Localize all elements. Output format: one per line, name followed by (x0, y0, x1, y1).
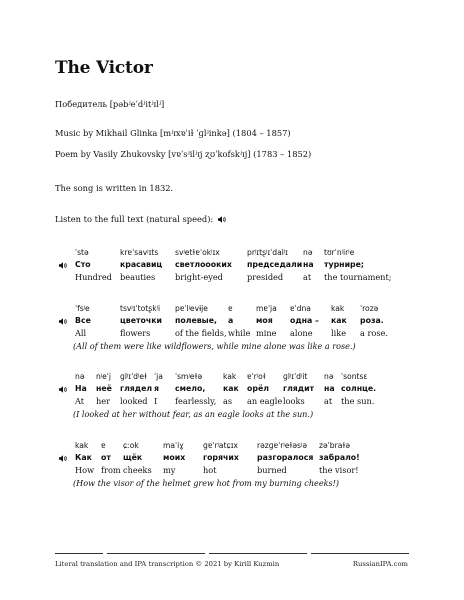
ipa-word: kak (331, 304, 345, 313)
english-word: at (324, 396, 333, 406)
footer-divider (107, 553, 205, 554)
ipa-word: rəzɡɐˈrʲeɫəsʲə (257, 441, 307, 450)
english-word: an eagle (247, 396, 283, 406)
ipa-word: kak (75, 441, 89, 450)
english-word: fearlessly, (175, 396, 217, 406)
russian-word: глядит (283, 384, 315, 393)
english-word: like (331, 328, 347, 338)
english-word: bright-eyed (175, 272, 223, 282)
song-title: The Victor (55, 58, 153, 78)
ipa-word: krɐˈsavʲɪts (120, 248, 159, 257)
ipa-word: tʊrˈnʲirʲe (324, 248, 355, 257)
ipa-row (57, 248, 437, 260)
poem-credit: Poem by Vasily Zhukovsky [vɐˈsʲilʲɪj ʐʊˈkofskʲɪj] (1783 – 1852) (55, 149, 312, 159)
english-word: at (303, 272, 312, 282)
ipa-word: nʲeˈj (96, 372, 112, 381)
translation-line: (How the visor of the helmet grew hot from my burning cheeks!) (73, 478, 340, 488)
footer-copyright: Literal translation and IPA transcription © 2021 by Kirill Kuzmin (55, 560, 280, 568)
english-row (57, 396, 437, 408)
ipa-word: ˈfsʲe (75, 304, 90, 313)
russian-word: щёк (123, 453, 143, 462)
ipa-word: nə (303, 248, 313, 257)
music-credit: Music by Mikhail Glinka [mʲɪxɐˈiɫ ˈɡlʲinkə] (1804 – 1857) (55, 128, 291, 138)
russian-word: председали (247, 260, 303, 269)
ipa-word: nə (324, 372, 334, 381)
russian-row (57, 316, 437, 328)
ipa-word: ɡɐˈrʲatɕɪx (203, 441, 239, 450)
english-word: looked (120, 396, 148, 406)
russian-title-line: Победитель [pəbʲeˈdʲitʲɪlʲ] (55, 99, 165, 109)
english-word: beauties (120, 272, 156, 282)
english-word: the visor! (319, 465, 359, 475)
speaker-icon[interactable] (59, 455, 67, 462)
translation-line: (All of them were like wildflowers, while mine alone was like a rose.) (73, 341, 356, 351)
ipa-word: ˈstə (75, 248, 89, 257)
listen-label: Listen to the full text (natural speed): (55, 214, 214, 224)
russian-word: орёл (247, 384, 269, 393)
russian-word: от (101, 453, 111, 462)
russian-word: моих (163, 453, 186, 462)
stanza-2 (57, 304, 437, 351)
english-word: while (228, 328, 251, 338)
ipa-word: ɕːok (123, 441, 139, 450)
ipa-word: kak (223, 372, 237, 381)
russian-word: как (223, 384, 239, 393)
footer-site-link[interactable]: RussianIPA.com (352, 560, 408, 568)
english-word: from (101, 465, 121, 475)
english-row (57, 272, 437, 284)
russian-word: забрало! (319, 453, 360, 462)
ipa-word: mɐˈja (256, 304, 277, 313)
english-word: All (75, 328, 87, 338)
ipa-word: ɐ (228, 304, 233, 313)
russian-word: а (228, 316, 234, 325)
russian-word: я (154, 384, 160, 393)
russian-word: Сто (75, 260, 91, 269)
speaker-icon[interactable] (218, 216, 226, 223)
listen-line (55, 214, 226, 224)
ipa-word: zəˈbraɫə (319, 441, 351, 450)
english-word: At (75, 396, 85, 406)
speaker-icon[interactable] (59, 318, 67, 325)
ipa-row (57, 304, 437, 316)
speaker-icon[interactable] (59, 262, 67, 269)
english-word: I (154, 396, 158, 406)
ipa-word: ɐ (101, 441, 106, 450)
footer-divider (311, 553, 409, 554)
ipa-word: ɐˈrʲoɫ (247, 372, 266, 381)
ipa-row (57, 372, 437, 384)
russian-word: Все (75, 316, 91, 325)
stanza-3 (57, 372, 437, 419)
speaker-icon[interactable] (59, 386, 67, 393)
russian-word: светлоооких (175, 260, 232, 269)
russian-word: турнире; (324, 260, 365, 269)
english-word: presided (247, 272, 284, 282)
ipa-row (57, 441, 437, 453)
russian-word: На (75, 384, 87, 393)
ipa-word: ˈsontsɛ (341, 372, 368, 381)
footer-divider (55, 553, 103, 554)
stanza-1 (57, 248, 437, 284)
ipa-word: nə (75, 372, 85, 381)
ipa-word: maˈiɣ (163, 441, 184, 450)
russian-word: смело, (175, 384, 206, 393)
footer-divider (209, 553, 307, 554)
english-word: her (96, 396, 111, 406)
russian-word: разгоралося (257, 453, 314, 462)
russian-row (57, 260, 437, 272)
russian-word: красавиц (120, 260, 163, 269)
ipa-word: ɡlʲɪˈdʲit (283, 372, 308, 381)
english-word: as (223, 396, 233, 406)
ipa-word: ˈsmʲeɫə (175, 372, 203, 381)
russian-word: роза. (360, 316, 384, 325)
russian-word: одна – (290, 316, 319, 325)
english-word: mine (256, 328, 277, 338)
russian-row (57, 453, 437, 465)
ipa-word: pɐˈlʲevɨje (175, 304, 208, 313)
russian-word: полевые, (175, 316, 217, 325)
english-word: Hundred (75, 272, 112, 282)
ipa-word: ɡlʲɪˈdʲeɫ (120, 372, 147, 381)
russian-word: глядел (120, 384, 153, 393)
russian-word: солнце. (341, 384, 377, 393)
russian-word: моя (256, 316, 273, 325)
english-word: of the fields, (175, 328, 227, 338)
english-word: looks (283, 396, 305, 406)
ipa-word: ˈrozə (360, 304, 379, 313)
english-word: How (75, 465, 95, 475)
russian-word: на (303, 260, 314, 269)
russian-word: Как (75, 453, 92, 462)
russian-word: на (324, 384, 335, 393)
english-word: the tournament; (324, 272, 392, 282)
ipa-word: ɐˈdna (290, 304, 311, 313)
english-word: the sun. (341, 396, 375, 406)
english-row (57, 328, 437, 340)
english-word: cheeks (123, 465, 152, 475)
russian-word: цветочки (120, 316, 162, 325)
stanza-4 (57, 441, 437, 488)
ipa-word: svʲetɫɐˈokʲɪx (175, 248, 220, 257)
english-word: burned (257, 465, 287, 475)
english-word: my (163, 465, 176, 475)
russian-word: горячих (203, 453, 239, 462)
english-word: alone (290, 328, 313, 338)
russian-word: неё (96, 384, 112, 393)
written-note: The song is written in 1832. (55, 183, 174, 193)
english-row (57, 465, 437, 477)
ipa-word: tsvʲɪˈtotʂkʲi (120, 304, 161, 313)
english-word: flowers (120, 328, 151, 338)
ipa-word: ˈja (154, 372, 163, 381)
translation-line: (I looked at her without fear, as an eagle looks at the sun.) (73, 409, 314, 419)
russian-word: как (331, 316, 347, 325)
russian-row (57, 384, 437, 396)
english-word: a rose. (360, 328, 388, 338)
ipa-word: prʲɪtʂʲɪˈdalʲɪ (247, 248, 288, 257)
english-word: hot (203, 465, 217, 475)
